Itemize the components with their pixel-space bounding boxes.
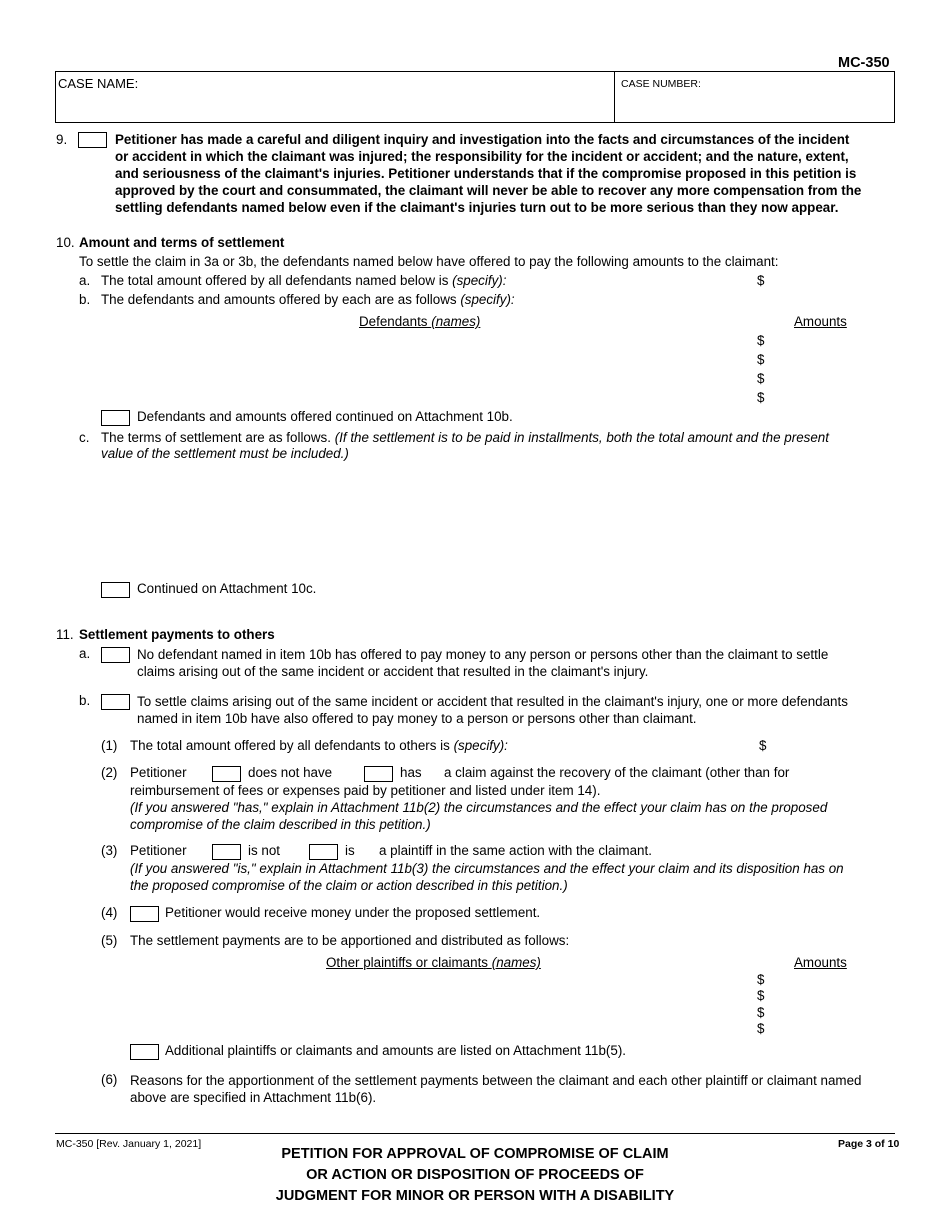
others-amounts-header: Amounts (794, 955, 847, 970)
item11b-checkbox[interactable] (101, 694, 130, 710)
defendants-amounts-field[interactable] (770, 331, 890, 407)
item11a-letter: a. (79, 646, 91, 661)
item11-number: 11. (56, 627, 74, 642)
footer-rule (55, 1133, 895, 1134)
item10-intro: To settle the claim in 3a or 3b, the defendants named below have offered to pay the following amounts to the claimant: (79, 254, 779, 269)
sub2-number: (2) (101, 765, 118, 780)
sub3-rest: a plaintiff in the same action with the claimant. (379, 843, 652, 858)
sub4-checkbox[interactable] (130, 906, 159, 922)
sub1-amount-field[interactable] (772, 736, 890, 754)
other-dollar: $ (757, 1021, 765, 1036)
is-label: is (345, 843, 355, 858)
item10a-text: The total amount offered by all defendants named below is (specify): (101, 273, 507, 288)
item9-number: 9. (56, 132, 68, 147)
sub3-number: (3) (101, 843, 118, 858)
amounts-header: Amounts (794, 314, 847, 329)
defendants-names-field[interactable] (101, 331, 741, 407)
case-name-field[interactable] (58, 93, 608, 119)
item11-title: Settlement payments to others (79, 627, 275, 642)
item9-line: approved by the court and consummated, the claimant will never be able to recover any more compensation from the (115, 183, 862, 198)
other-dollar: $ (757, 1005, 765, 1020)
sub6-number: (6) (101, 1072, 118, 1087)
defendant-dollar: $ (757, 333, 765, 348)
sub1-dollar: $ (759, 738, 767, 753)
item10b-letter: b. (79, 292, 91, 307)
does-not-have-label: does not have (248, 765, 333, 780)
others-names-field[interactable] (130, 971, 740, 1037)
sub4-text: Petitioner would receive money under the proposed settlement. (165, 905, 541, 920)
sub4-number: (4) (101, 905, 118, 920)
sub5-number: (5) (101, 933, 118, 948)
footer-rev: MC-350 [Rev. January 1, 2021] (56, 1138, 202, 1150)
sub2-text: reimbursement of fees or expenses paid by petitioner and listed under item 14). (If you answered "has," explain in Attachment 11b(2) the circumstances and the effect your claim has on the proposed compromise of the claim described in this petition.) (130, 783, 828, 832)
item9-line: Petitioner has made a careful and diligent inquiry and investigation into the facts and circumstances of the incident (115, 132, 850, 147)
item11b-text: To settle claims arising out of the same incident or accident that resulted in the claimant's injury, one or more defendants named in item 10b have also offered to pay money to a person or persons other than claimant. (137, 694, 848, 726)
item10a-amount-field[interactable] (770, 271, 890, 289)
item10b-text: The defendants and amounts offered by each are as follows (specify): (101, 292, 515, 307)
sub3-italic: (If you answered "is," explain in Attachment 11b(3) the circumstances and the effect your claim and its disposition has on the proposed compromise of the claim or action described in this petition.) (130, 861, 844, 893)
sub1-text: The total amount offered by all defendants to others is (specify): (130, 738, 508, 753)
item10-title: Amount and terms of settlement (79, 235, 285, 250)
sub2-petitioner: Petitioner (130, 765, 187, 780)
case-number-label: CASE NUMBER: (621, 78, 701, 90)
attachment-10c-label: Continued on Attachment 10c. (137, 581, 317, 596)
has-checkbox[interactable] (364, 766, 393, 782)
additional-11b5-checkbox[interactable] (130, 1044, 159, 1060)
footer-page: Page 3 of 10 (838, 1138, 900, 1150)
sub2-rest: a claim against the recovery of the claimant (other than for (444, 765, 790, 780)
footer-title: PETITION FOR APPROVAL OF COMPROMISE OF CLAIM OR ACTION OR DISPOSITION OF PROCEEDS OF JUDGMENT FOR MINOR OR PERSON WITH A DISABILITY (275, 1146, 675, 1204)
has-label: has (400, 765, 422, 780)
sub5-text: The settlement payments are to be apportioned and distributed as follows: (130, 933, 570, 948)
item9-line: and seriousness of the claimant's injuries. Petitioner understands that if the compromise proposed in this petition is (115, 166, 857, 181)
sub3-petitioner: Petitioner (130, 843, 187, 858)
sub1-number: (1) (101, 738, 118, 753)
additional-11b5-label: Additional plaintiffs or claimants and amounts are listed on Attachment 11b(5). (165, 1043, 626, 1058)
item9-checkbox[interactable] (78, 132, 107, 148)
defendant-dollar: $ (757, 352, 765, 367)
attachment-10b-checkbox[interactable] (101, 410, 130, 426)
sub6-text: Reasons for the apportionment of the settlement payments between the claimant and each other plaintiff or claimant named above are specified in Attachment 11b(6). (130, 1073, 862, 1105)
other-dollar: $ (757, 988, 765, 1003)
item10-number: 10. (56, 235, 75, 250)
item9-line: settling defendants named below even if the claimant's injuries turn out to be more serious than they now appear. (115, 200, 839, 215)
item10c-letter: c. (79, 430, 90, 445)
others-header: Other plaintiffs or claimants (names) (326, 955, 541, 970)
attachment-10c-checkbox[interactable] (101, 582, 130, 598)
other-dollar: $ (757, 972, 765, 987)
does-not-have-checkbox[interactable] (212, 766, 241, 782)
is-checkbox[interactable] (309, 844, 338, 860)
others-amounts-field[interactable] (770, 971, 890, 1037)
item11a-checkbox[interactable] (101, 647, 130, 663)
item10a-letter: a. (79, 273, 91, 288)
is-not-checkbox[interactable] (212, 844, 241, 860)
specify-label: (specify): (460, 292, 515, 307)
specify-label: (specify): (452, 273, 507, 288)
case-number-field[interactable] (616, 93, 892, 119)
item9-text (115, 131, 861, 216)
case-name-label: CASE NAME: (58, 76, 139, 91)
item10c-text: The terms of settlement are as follows. (If the settlement is to be paid in installments, both the total amount and the present value of the settlement must be included.) (101, 430, 829, 461)
attachment-10b-label: Defendants and amounts offered continued on Attachment 10b. (137, 409, 513, 424)
defendant-dollar: $ (757, 371, 765, 386)
terms-of-settlement-field[interactable] (101, 466, 891, 574)
is-not-label: is not (248, 843, 281, 858)
item11b-letter: b. (79, 693, 91, 708)
defendants-header: Defendants (names) (359, 314, 481, 329)
item9-line: or accident in which the claimant was injured; the responsibility for the incident or accident; and the nature, extent, (115, 149, 849, 164)
item11a-text: No defendant named in item 10b has offered to pay money to any person or persons other than the claimant to settle claims arising out of the same incident or accident that resulted in the claimant's injury. (137, 647, 829, 679)
item10a-dollar: $ (757, 273, 765, 288)
form-id: MC-350 (838, 55, 890, 71)
defendant-dollar: $ (757, 390, 765, 405)
